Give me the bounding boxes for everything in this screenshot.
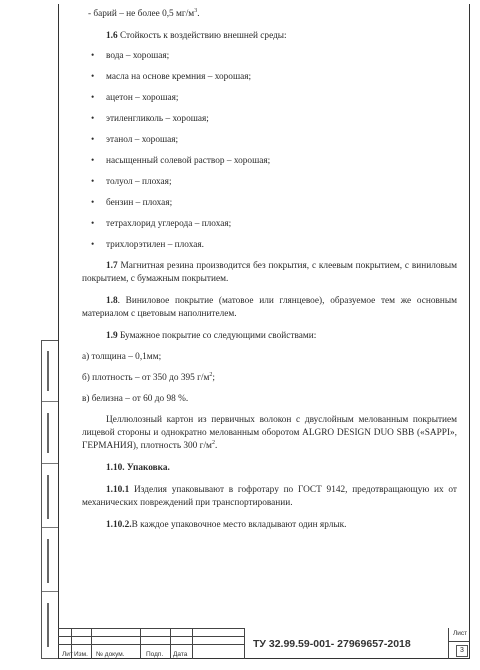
section-1-8 bbox=[82, 295, 457, 321]
section-1-7 bbox=[82, 260, 457, 286]
cellulose-text: Целлюлозный картон из первичных волокон с двуслойным мелованным покрытием лицевой стороны и однократно мелованным оборотом ALGRO DESIGN DUO SBB («SAPPI», ГЕРМАНИЯ), плотность 300 г/м bbox=[82, 415, 457, 451]
col-label-izm: Изм. bbox=[74, 651, 88, 658]
section-text: Магнитная резина производится без покрытия, с клеевым покрытием, с виниловым покрытием, с бумажным покрытием. bbox=[82, 261, 457, 284]
resistance-item: • насыщенный солевой раствор – хорошая; bbox=[82, 155, 457, 168]
section-1-10-2 bbox=[82, 519, 457, 532]
section-number: 1.8 bbox=[106, 296, 118, 306]
section-text: Бумажное покрытие со следующими свойствами: bbox=[117, 331, 317, 341]
section-number: 1.9 bbox=[106, 331, 118, 341]
resistance-item: • этанол – хорошая; bbox=[82, 134, 457, 147]
paper-density-text: б) плотность – от 350 до 395 г/м bbox=[82, 373, 210, 383]
document-body bbox=[82, 8, 457, 532]
barium-text: - барий – не более 0,5 мг/м bbox=[88, 9, 195, 19]
resistance-item: • вода – хорошая; bbox=[82, 50, 457, 63]
resistance-item: • бензин – плохая; bbox=[82, 197, 457, 210]
paper-whiteness: в) белизна – от 60 до 98 %. bbox=[82, 394, 189, 404]
section-number: 1.10.1 bbox=[106, 485, 130, 495]
col-label-date: Дата bbox=[173, 651, 188, 658]
resistance-item: • тетрахлорид углерода – плохая; bbox=[82, 218, 457, 231]
section-1-10-1 bbox=[82, 484, 457, 510]
section-1-9 bbox=[82, 330, 457, 343]
section-title: Стойкость к воздействию внешней среды: bbox=[117, 31, 287, 41]
resistance-item: • этиленгликоль – хорошая; bbox=[82, 113, 457, 126]
section-text: Изделия упаковывают в гофротару по ГОСТ 9142, предотвращающую их от механических повреждений при транспортировании. bbox=[82, 485, 457, 508]
paper-thickness: а) толщина – 0,1мм; bbox=[82, 352, 162, 362]
barium-line: - барий – не более 0,5 $мг/м^3$. bbox=[88, 7, 200, 19]
section-1-6 bbox=[82, 30, 457, 43]
sheet-label: Лист bbox=[453, 630, 468, 637]
title-block bbox=[58, 628, 470, 659]
section-number: 1.6 bbox=[106, 31, 118, 41]
paper-density: б) плотность – от 350 до 395 $г/м^2$; bbox=[82, 371, 215, 383]
section-number: 1.10.2. bbox=[106, 520, 132, 530]
resistance-item: • ацетон – хорошая; bbox=[82, 92, 457, 105]
cellulose-paragraph: Целлюлозный картон из первичных волокон с двуслойным мелованным покрытием лицевой стороны и однократно мелованным оборотом ALGRO DESIGN DUO SBB («SAPPI», ГЕРМАНИЯ), плотность 300 $г/м^2$. bbox=[82, 415, 457, 451]
section-number: 1.7 bbox=[106, 261, 118, 271]
resistance-item: • трихлорэтилен – плохая. bbox=[82, 239, 457, 252]
section-1-10-title: 1.10. Упаковка. bbox=[106, 463, 170, 473]
document-code: ТУ 32.99.59-001- 27969657-2018 bbox=[253, 638, 411, 650]
resistance-item: • масла на основе кремния – хорошая; bbox=[82, 71, 457, 84]
sheet-number: 3 bbox=[456, 645, 468, 657]
col-label-doc: № докум. bbox=[96, 651, 125, 658]
col-label-sign: Подп. bbox=[146, 651, 164, 658]
resistance-item: • толуол – плохая; bbox=[82, 176, 457, 189]
resistance-list bbox=[82, 50, 457, 252]
section-text: . Виниловое покрытие (матовое или глянцевое), образуемое тем же основным материалом с цветовым наполнителем. bbox=[82, 296, 457, 319]
binding-strip bbox=[41, 340, 58, 659]
section-text: В каждое упаковочное место вкладывают один ярлык. bbox=[131, 520, 347, 530]
col-label-lit: Лит bbox=[62, 651, 73, 658]
